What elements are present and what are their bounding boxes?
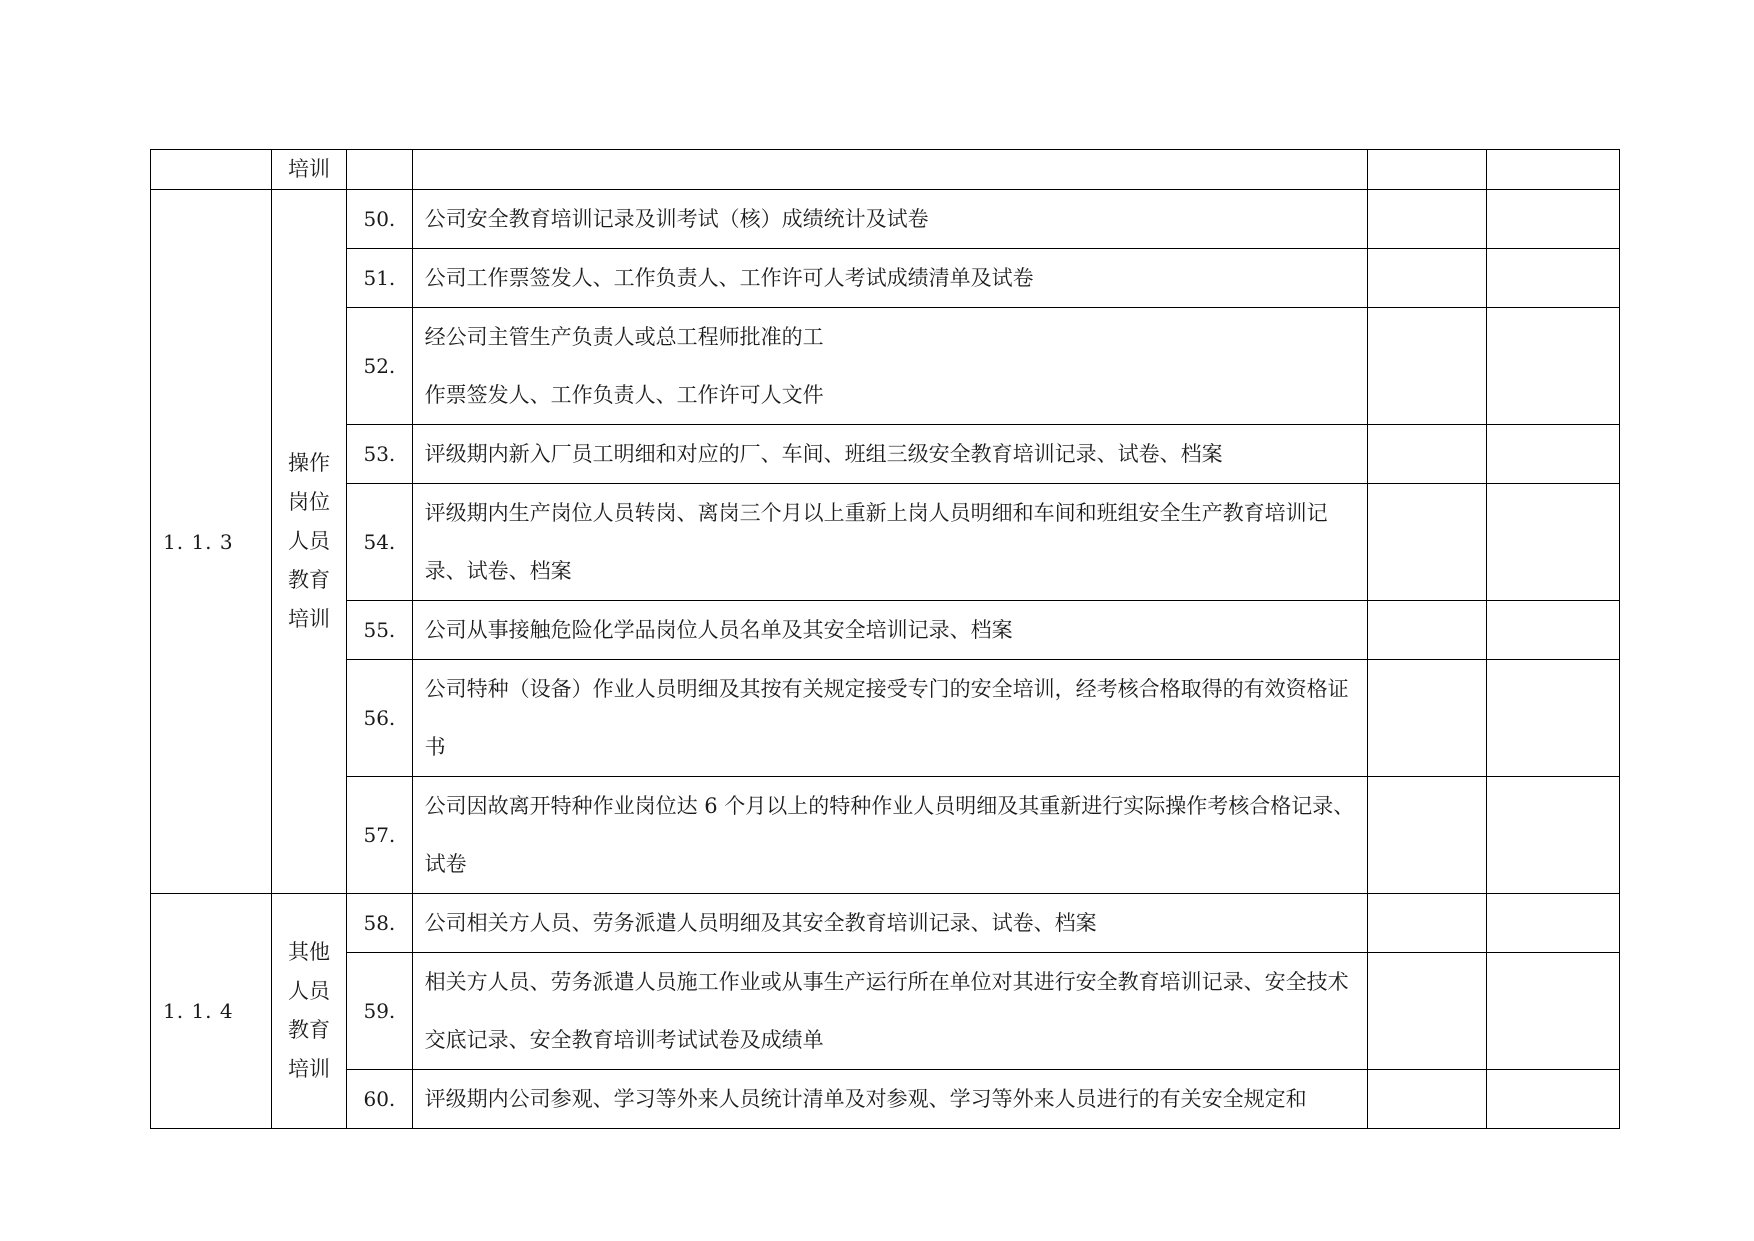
code-cell — [151, 150, 272, 190]
empty-cell — [1487, 660, 1620, 777]
item-text: 公司相关方人员、劳务派遣人员明细及其安全教育培训记录、试卷、档案 — [412, 894, 1368, 953]
empty-cell — [1487, 150, 1620, 190]
item-number: 54. — [347, 484, 412, 601]
empty-cell — [1368, 1070, 1487, 1129]
item-number: 59. — [347, 953, 412, 1070]
empty-cell — [1368, 894, 1487, 953]
empty-cell — [1487, 1070, 1620, 1129]
table-row — [151, 150, 1620, 190]
empty-cell — [1368, 601, 1487, 660]
category-char: 人员 — [287, 979, 330, 1003]
item-text: 公司因故离开特种作业岗位达 6 个月以上的特种作业人员明细及其重新进行实际操作考核合格记录、试卷 — [412, 777, 1368, 894]
item-text: 公司特种（设备）作业人员明细及其按有关规定接受专门的安全培训，经考核合格取得的有效资格证书 — [412, 660, 1368, 777]
table-row — [151, 777, 1620, 894]
empty-cell — [1487, 601, 1620, 660]
table-row — [151, 601, 1620, 660]
item-text: 公司安全教育培训记录及训考试（核）成绩统计及试卷 — [412, 190, 1368, 249]
item-text: 相关方人员、劳务派遣人员施工作业或从事生产运行所在单位对其进行安全教育培训记录、安全技术交底记录、安全教育培训考试试卷及成绩单 — [412, 953, 1368, 1070]
category-char: 教育 — [287, 1018, 330, 1042]
empty-cell — [1487, 894, 1620, 953]
item-number: 51. — [347, 249, 412, 308]
empty-cell — [1487, 484, 1620, 601]
item-number: 58. — [347, 894, 412, 953]
item-text: 评级期内公司参观、学习等外来人员统计清单及对参观、学习等外来人员进行的有关安全规定和 — [412, 1070, 1368, 1129]
item-number — [347, 150, 412, 190]
item-text: 评级期内生产岗位人员转岗、离岗三个月以上重新上岗人员明细和车间和班组安全生产教育培训记录、试卷、档案 — [412, 484, 1368, 601]
empty-cell — [1487, 425, 1620, 484]
item-number: 53. — [347, 425, 412, 484]
table-row — [151, 249, 1620, 308]
table-row — [151, 425, 1620, 484]
item-number: 56. — [347, 660, 412, 777]
table-row — [151, 484, 1620, 601]
empty-cell — [1368, 249, 1487, 308]
empty-cell — [1368, 150, 1487, 190]
category-cell: 培训 — [271, 150, 346, 190]
empty-cell — [1368, 660, 1487, 777]
code-cell: 1. 1. 3 — [151, 190, 272, 894]
table-row — [151, 190, 1620, 249]
item-text: 公司从事接触危险化学品岗位人员名单及其安全培训记录、档案 — [412, 601, 1368, 660]
item-text: 评级期内新入厂员工明细和对应的厂、车间、班组三级安全教育培训记录、试卷、档案 — [412, 425, 1368, 484]
table-row — [151, 660, 1620, 777]
table-row — [151, 308, 1620, 425]
category-cell — [271, 894, 346, 1129]
empty-cell — [1487, 249, 1620, 308]
inspection-table — [150, 149, 1620, 1129]
item-number: 55. — [347, 601, 412, 660]
item-text: 经公司主管生产负责人或总工程师批准的工 作票签发人、工作负责人、工作许可人文件 — [412, 308, 1368, 425]
empty-cell — [1487, 777, 1620, 894]
table-row — [151, 894, 1620, 953]
table-row — [151, 953, 1620, 1070]
item-number: 50. — [347, 190, 412, 249]
category-char: 人员 — [287, 529, 330, 553]
item-text: 公司工作票签发人、工作负责人、工作许可人考试成绩清单及试卷 — [412, 249, 1368, 308]
empty-cell — [1368, 308, 1487, 425]
empty-cell — [1368, 953, 1487, 1070]
category-char: 培训 — [287, 1057, 330, 1081]
empty-cell — [1368, 425, 1487, 484]
item-number: 52. — [347, 308, 412, 425]
category-char: 其他 — [287, 940, 330, 964]
category-cell — [271, 190, 346, 894]
category-char: 教育 — [287, 568, 330, 592]
category-char: 培训 — [287, 607, 330, 631]
item-text — [412, 150, 1368, 190]
empty-cell — [1487, 953, 1620, 1070]
category-char: 操作 — [287, 451, 330, 475]
category-char: 岗位 — [287, 490, 330, 514]
empty-cell — [1368, 190, 1487, 249]
code-cell: 1. 1. 4 — [151, 894, 272, 1129]
item-number: 57. — [347, 777, 412, 894]
item-number: 60. — [347, 1070, 412, 1129]
empty-cell — [1368, 777, 1487, 894]
empty-cell — [1487, 308, 1620, 425]
table-row — [151, 1070, 1620, 1129]
empty-cell — [1487, 190, 1620, 249]
empty-cell — [1368, 484, 1487, 601]
